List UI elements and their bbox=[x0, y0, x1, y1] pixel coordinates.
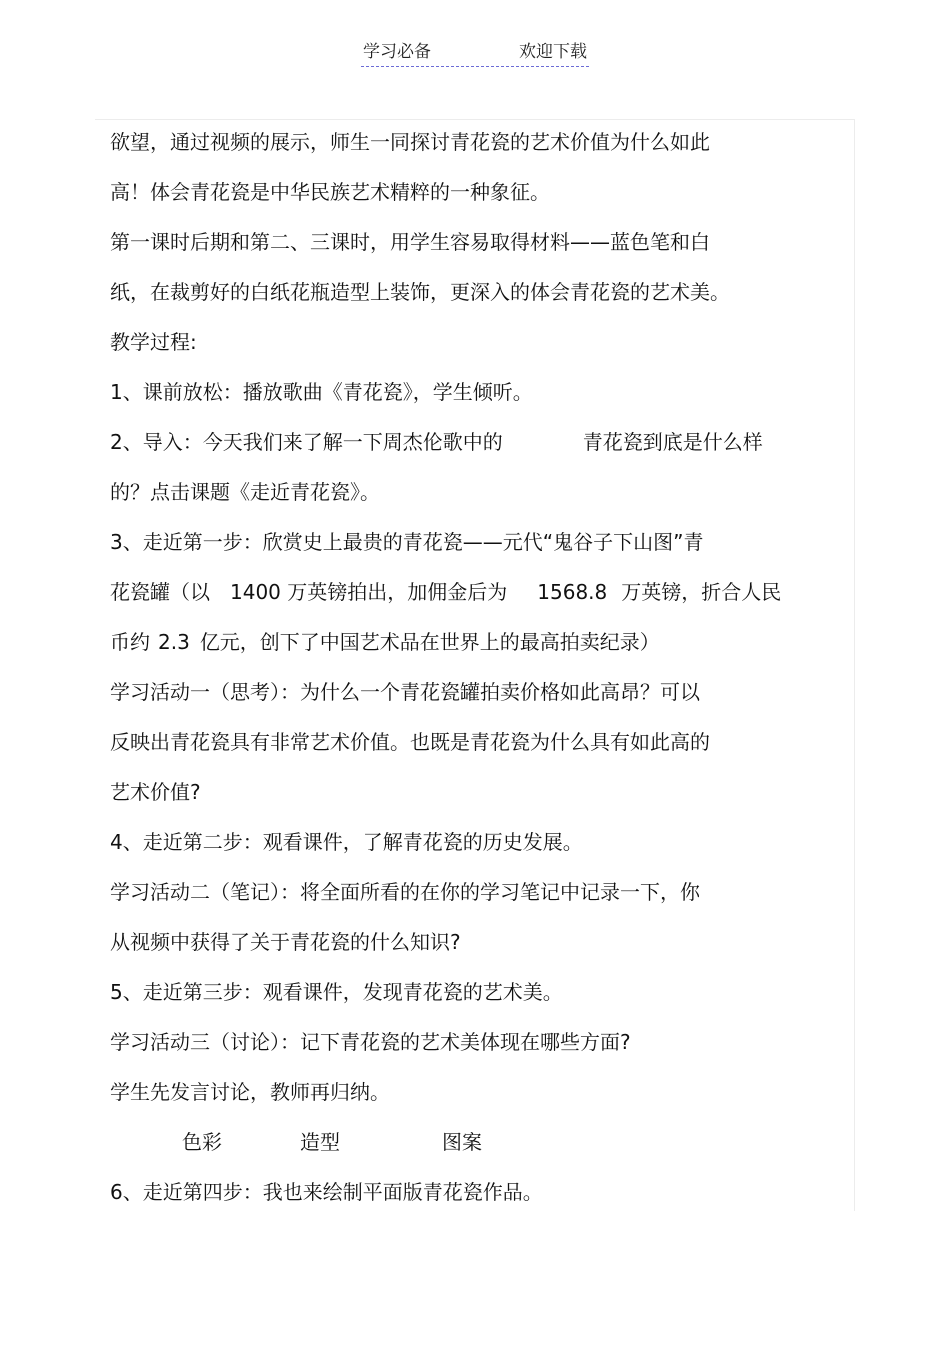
text-line: 学习活动三（讨论）：记下青花瓷的艺术美体现在哪些方面? bbox=[110, 1030, 631, 1054]
text-segment: 1400 万英镑拍出，加佣金后为 bbox=[230, 580, 508, 604]
text-line: 的？点击课题《走近青花瓷》。 bbox=[110, 480, 380, 504]
text-line: 学生先发言讨论，教师再归纳。 bbox=[110, 1080, 390, 1104]
text-segment: 亿元，创下了中国艺术品在世界上的最高拍卖纪录） bbox=[199, 630, 660, 654]
text-line: 学习活动一（思考）：为什么一个青花瓷罐拍卖价格如此高昂？可以 bbox=[110, 680, 700, 704]
text-line: 教学过程: bbox=[110, 330, 197, 354]
header-banner bbox=[361, 40, 589, 67]
text-line: 欲望，通过视频的展示，师生一同探讨青花瓷的艺术价值为什么如此 bbox=[110, 130, 710, 154]
text-line bbox=[110, 1117, 845, 1167]
text-line: 艺术价值? bbox=[110, 780, 201, 804]
text-line bbox=[110, 567, 845, 617]
text-segment: 花瓷罐（以 bbox=[110, 580, 210, 604]
page-header bbox=[0, 40, 950, 67]
aspect-pattern: 图案 bbox=[442, 1130, 482, 1154]
header-right-text: 欢迎下载 bbox=[519, 42, 587, 62]
text-line: 反映出青花瓷具有非常艺术价值。也既是青花瓷为什么具有如此高的 bbox=[110, 730, 710, 754]
text-line: 学习活动二（笔记）：将全面所看的在你的学习笔记中记录一下，你 bbox=[110, 880, 700, 904]
text-line: 6、走近第四步：我也来绘制平面版青花瓷作品。 bbox=[110, 1180, 543, 1204]
aspect-color: 色彩 bbox=[182, 1130, 222, 1154]
text-line: 从视频中获得了关于青花瓷的什么知识? bbox=[110, 930, 461, 954]
text-line bbox=[110, 617, 845, 667]
text-line: 3、走近第一步：欣赏史上最贵的青花瓷——元代“鬼谷子下山图”青 bbox=[110, 530, 704, 554]
text-segment: 1568.8 bbox=[537, 580, 608, 604]
text-segment: 2.3 bbox=[158, 630, 190, 654]
text-segment: 币约 bbox=[110, 630, 150, 654]
text-line: 第一课时后期和第二、三课时，用学生容易取得材料——蓝色笔和白 bbox=[110, 230, 710, 254]
text-segment: 万英镑，折合人民 bbox=[621, 580, 782, 604]
aspect-shape: 造型 bbox=[300, 1130, 340, 1154]
text-segment: 2、导入：今天我们来了解一下周杰伦歌中的 bbox=[110, 430, 503, 454]
text-line: 纸，在裁剪好的白纸花瓶造型上装饰，更深入的体会青花瓷的艺术美。 bbox=[110, 280, 730, 304]
document-body bbox=[110, 117, 845, 1217]
text-segment: 青花瓷到底是什么样 bbox=[582, 430, 763, 454]
page-frame-right bbox=[854, 119, 855, 1211]
text-line: 高！体会青花瓷是中华民族艺术精粹的一种象征。 bbox=[110, 180, 550, 204]
text-line: 1、课前放松：播放歌曲《青花瓷》，学生倾听。 bbox=[110, 380, 533, 404]
text-line: 4、走近第二步：观看课件，了解青花瓷的历史发展。 bbox=[110, 830, 583, 854]
header-left-text: 学习必备 bbox=[363, 42, 431, 62]
text-line bbox=[110, 417, 845, 467]
text-line: 5、走近第三步：观看课件，发现青花瓷的艺术美。 bbox=[110, 980, 563, 1004]
